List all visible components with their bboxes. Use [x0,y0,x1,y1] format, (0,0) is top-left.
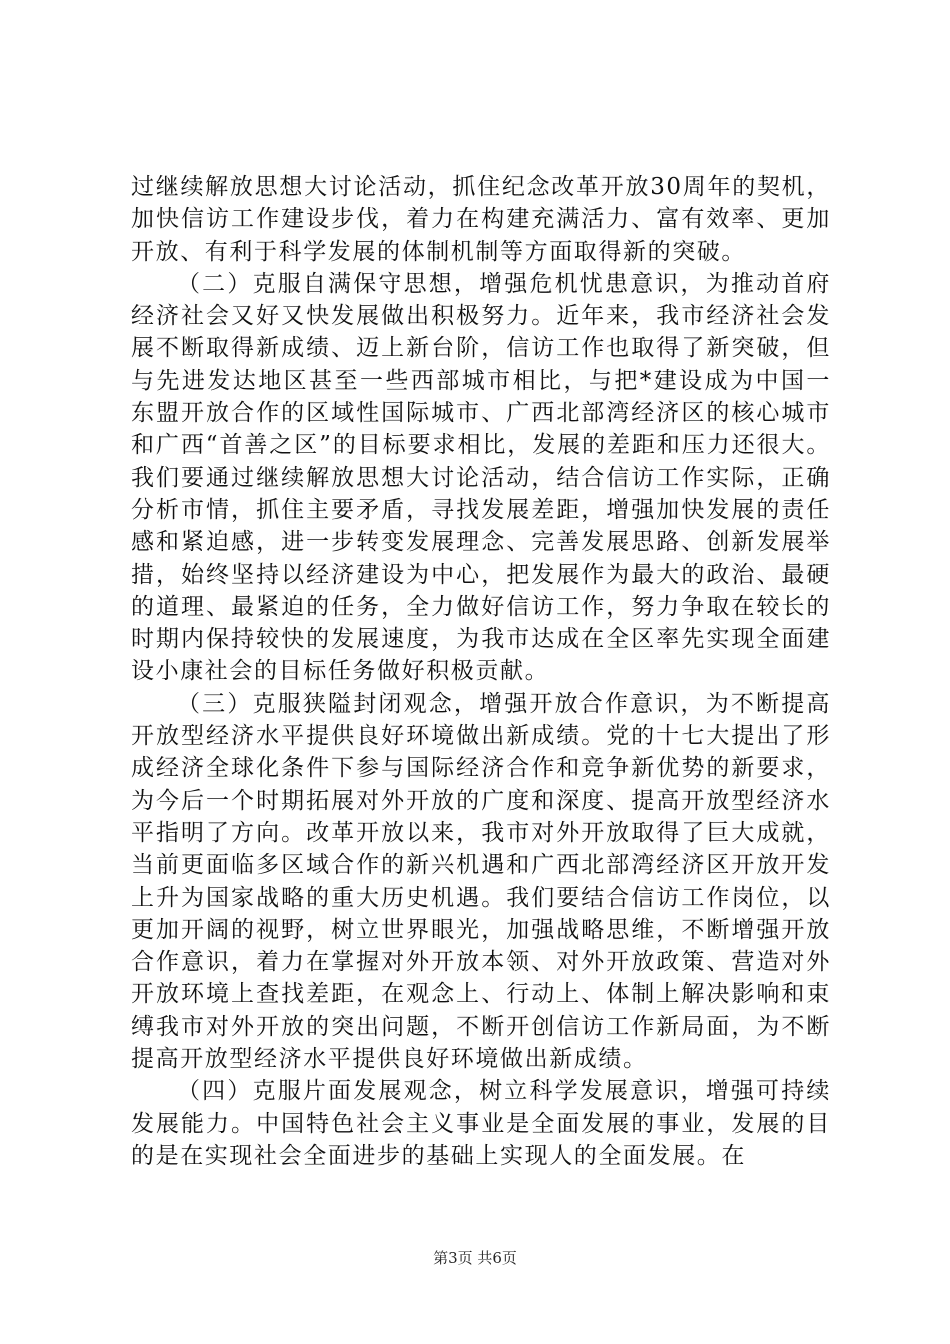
paragraph-continuation: 过继续解放思想大讨论活动，抓住纪念改革开放30周年的契机，加快信访工作建设步伐，着力在构建充满活力、富有效率、更加开放、有利于科学发展的体制机制等方面取得新的突破。 [131,174,831,265]
paragraph-section-2: （二）克服自满保守思想，增强危机忧患意识，为推动首府经济社会又好又快发展做出积极努力。近年来，我市经济社会发展不断取得新成绩、迈上新台阶，信访工作也取得了新突破，但与先进发达地区甚至一些西部城市相比，与把*建设成为中国一东盟开放合作的区域性国际城市、广西北部湾经济区的核心城市和广西“首善之区”的目标要求相比，发展的差距和压力还很大。我们要通过继续解放思想大讨论活动，结合信访工作实际，正确分析市情，抓住主要矛盾，寻找发展差距，增强加快发展的责任感和紧迫感，进一步转变发展理念、完善发展思路、创新发展举措，始终坚持以经济建设为中心，把发展作为最大的政治、最硬的道理、最紧迫的任务，全力做好信访工作，努力争取在较长的时期内保持较快的发展速度，为我市达成在全区率先实现全面建设小康社会的目标任务做好积极贡献。 [131,270,831,685]
body-text [131,171,831,1172]
paragraph-section-3: （三）克服狭隘封闭观念，增强开放合作意识，为不断提高开放型经济水平提供良好环境做出新成绩。党的十七大提出了形成经济全球化条件下参与国际经济合作和竞争新优势的新要求，为今后一个时期拓展对外开放的广度和深度、提高开放型经济水平指明了方向。改革开放以来，我市对外开放取得了巨大成就，当前更面临多区域合作的新兴机遇和广西北部湾经济区开放开发上升为国家战略的重大历史机遇。我们要结合信访工作岗位，以更加开阔的视野，树立世界眼光，加强战略思维，不断增强开放合作意识，着力在掌握对外开放本领、对外开放政策、营造对外开放环境上查找差距，在观念上、行动上、体制上解决影响和束缚我市对外开放的突出问题，不断开创信访工作新局面，为不断提高开放型经济水平提供良好环境做出新成绩。 [131,690,831,1073]
paragraph-section-4: （四）克服片面发展观念，树立科学发展意识，增强可持续发展能力。中国特色社会主义事业是全面发展的事业，发展的目的是在实现社会全面进步的基础上实现人的全面发展。在 [131,1078,831,1169]
page-footer: 第3页 共6页 [433,1249,517,1267]
